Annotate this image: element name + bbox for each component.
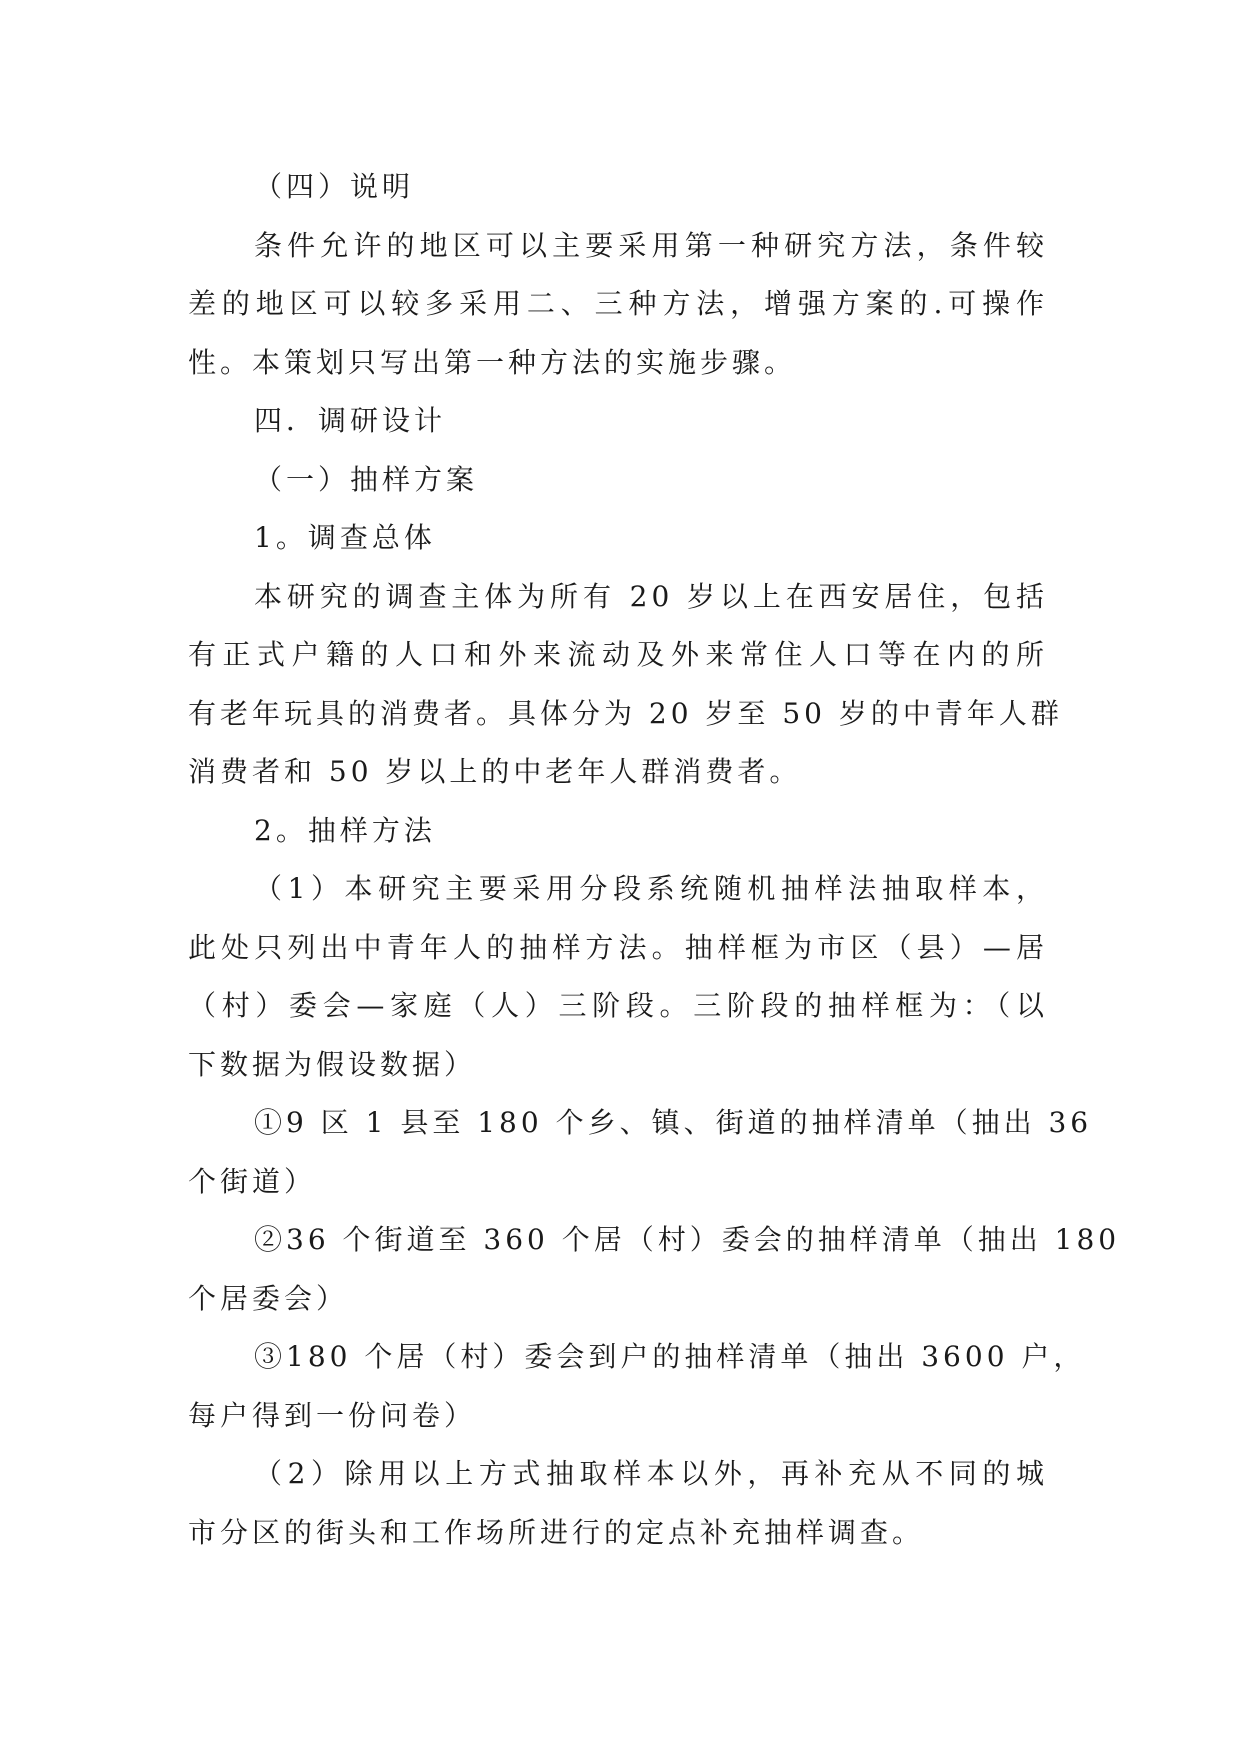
- item-heading-sampling-method: 2。抽样方法: [254, 813, 436, 847]
- list-item-stage-3: ③180 个居（村）委会到户的抽样清单（抽出 3600 户，: [254, 1340, 1086, 1373]
- paragraph-line: 此处只列出中青年人的抽样方法。抽样框为市区（县）—居: [188, 930, 1048, 964]
- paragraph-line: 消费者和 50 岁以上的中老年人群消费者。: [188, 755, 802, 788]
- paragraph-line: 条件允许的地区可以主要采用第一种研究方法，条件较: [254, 228, 1048, 262]
- paragraph-line: 有正式户籍的人口和外来流动及外来常住人口等在内的所: [188, 638, 1048, 671]
- paragraph-line: 市分区的街头和工作场所进行的定点补充抽样调查。: [188, 1515, 925, 1549]
- list-item-stage-1: ①9 区 1 县至 180 个乡、镇、街道的抽样清单（抽出 36: [254, 1106, 1093, 1139]
- paragraph-line: 差的地区可以较多采用二、三种方法，增强方案的.可操作: [188, 287, 1048, 320]
- section-heading-explanation: （四）说明: [254, 170, 415, 203]
- paragraph-line: 性。本策划只写出第一种方法的实施步骤。: [188, 345, 797, 379]
- subsection-heading-sampling-plan: （一）抽样方案: [254, 462, 479, 496]
- paragraph-line: 个居委会）: [188, 1281, 349, 1315]
- paragraph-line: （2）除用以上方式抽取样本以外，再补充从不同的城: [254, 1457, 1048, 1490]
- paragraph-line: 本研究的调查主体为所有 20 岁以上在西安居住，包括: [254, 579, 1048, 613]
- paragraph-line: 下数据为假设数据）: [188, 1047, 477, 1081]
- list-item-stage-2: ②36 个街道至 360 个居（村）委会的抽样清单（抽出 180: [254, 1223, 1121, 1256]
- paragraph-line: 有老年玩具的消费者。具体分为 20 岁至 50 岁的中青年人群: [188, 696, 1063, 730]
- paragraph-line: 每户得到一份问卷）: [188, 1398, 477, 1432]
- paragraph-line: （村）委会—家庭（人）三阶段。三阶段的抽样框为：（以: [188, 989, 1048, 1022]
- section-heading-research-design: 四．调研设计: [254, 404, 447, 437]
- item-heading-survey-population: 1。调查总体: [254, 521, 436, 554]
- paragraph-line: 个街道）: [188, 1164, 317, 1198]
- document-body: [188, 158, 1121, 1562]
- paragraph-line: （1）本研究主要采用分段系统随机抽样法抽取样本，: [254, 872, 1048, 905]
